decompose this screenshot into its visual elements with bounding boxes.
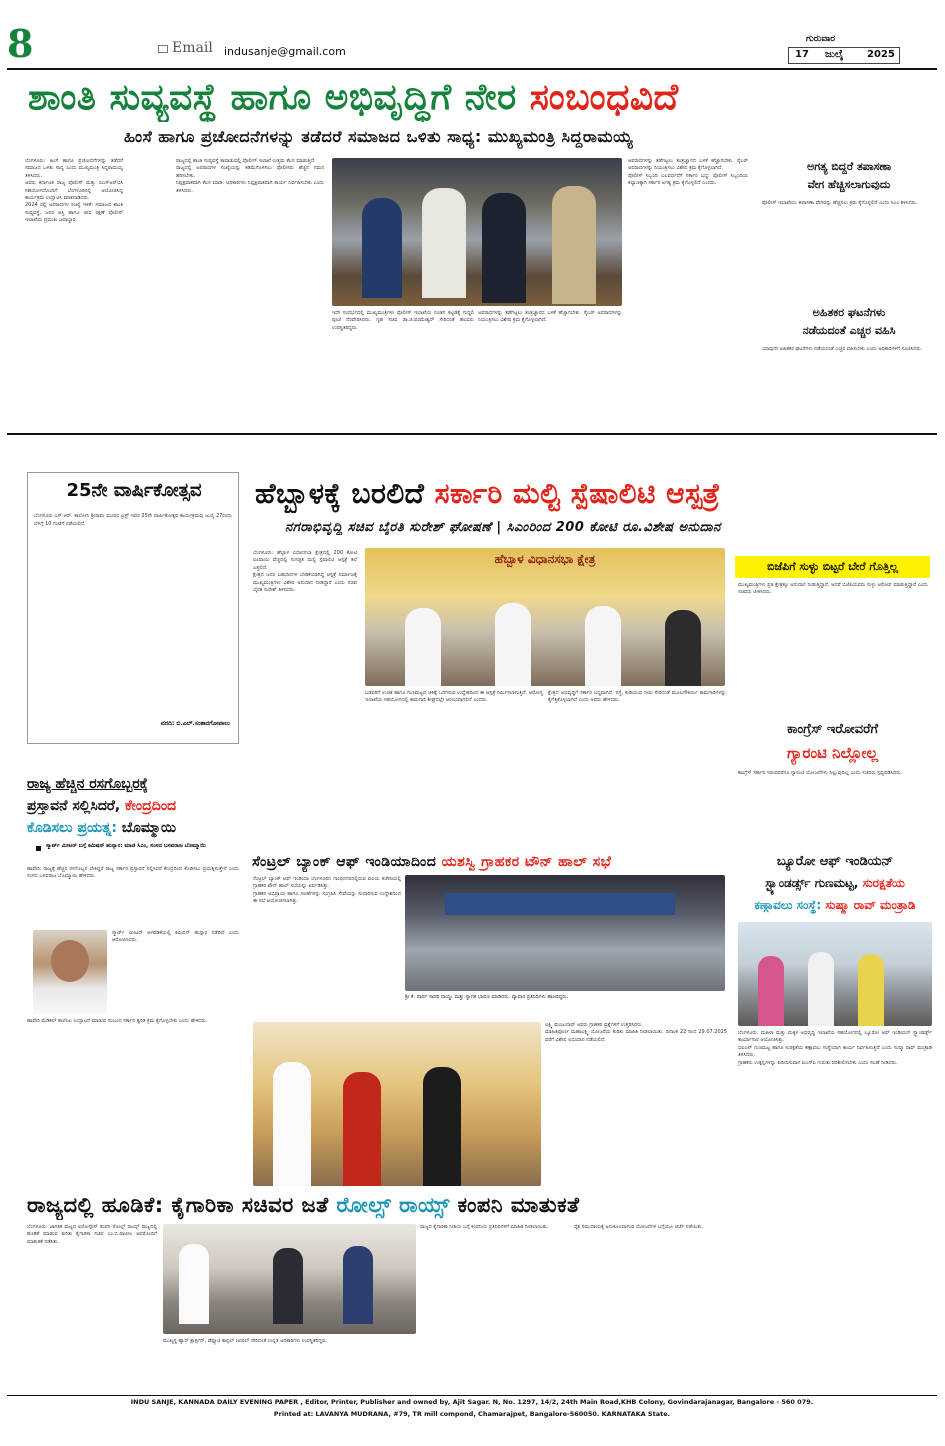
bis-photo-person	[858, 954, 884, 1026]
page-number: 8	[7, 21, 34, 66]
cbi-photo-person	[273, 1062, 311, 1186]
cbi-paragraph: ಮಾಹಿತಿಪೂರ್ಣ ಮಹಾಲಕ್ಷ್ಮಿ ಯೋಜನೆಯ ಕುರಿತು ಮಾಹಿತಿ ನೀಡಲಾಯಿತು. ದಿನಾಂಕ 22 ರಿಂದ 29.07.2025 ವರೆಗೆ ವಿಶೇಷ ಅಭಿಯಾನ ನಡೆಯಲಿದೆ.	[545, 1029, 727, 1043]
rolls-headline-black-2: ಕಂಪನಿ ಮಾತುಕತೆ	[457, 1193, 580, 1217]
anniversary-reporter: ವರದಿ: ಬಿ.ಎಲ್.ಸಂತಾನಗೋಪಾಲು	[161, 720, 230, 727]
lead-headline-green: ಶಾಂತಿ ಸುವ್ಯವಸ್ಥೆ ಹಾಗೂ ಅಭಿವೃದ್ಧಿಗೆ ನೇರ	[28, 77, 530, 118]
hospital-paragraph: ಬೆಂಗಳೂರು: ಹೆಬ್ಬಾಳ ವಿಧಾನಸಭಾ ಕ್ಷೇತ್ರದಲ್ಲಿ 200 ಕೋಟಿ ರೂಪಾಯಿ ವೆಚ್ಚದಲ್ಲಿ ಸುಸಜ್ಜಿತ ಮಲ್ಟಿ ಸ್ಪೆಷಾಲಿಟಿ ಆಸ್ಪತ್ರೆ ತಲೆ ಎತ್ತಲಿದೆ.	[253, 550, 357, 571]
rolls-headline-black: ರಾಜ್ಯದಲ್ಲಿ ಹೂಡಿಕೆ: ಕೈಗಾರಿಕಾ ಸಚಿವರ ಜತೆ	[27, 1193, 337, 1217]
cbi-paragraph: ಲಕ್ಷ್ಮಿ ಮಂಜುನಾಥ್ ಅವರು ಗ್ರಾಹಕರ ಪ್ರಶ್ನೆಗಳಿಗೆ ಉತ್ತರಿಸಿದರು.	[545, 1022, 643, 1028]
date-month: ಜುಲೈ	[825, 49, 844, 60]
hospital-headline-red: ಸರ್ಕಾರಿ ಮಲ್ಟಿ ಸ್ಪೆಷಾಲಿಟಿ ಆಸ್ಪತ್ರೆ	[434, 477, 721, 510]
anniversary-body: ಬೆಂಗಳೂರು ಎಸ್.ಆರ್. ಕಾಲೋನಿ ಶ್ರೀರಾಮ ಮಂದಿರ ಟ್ರಸ್ಟ್ ಇವರ 25ನೇ ವಾರ್ಷಿಕೋತ್ಸವ ಕಾರ್ಯಕ್ರಮವು ಜುಲೈ 27ರಂದು ಬೆಳಗ್ಗೆ 10 ಗಂಟೆಗೆ ನಡೆಯಲಿದೆ.	[34, 513, 232, 527]
bommai-photo	[33, 930, 107, 1014]
lead-column-1	[25, 158, 123, 428]
hospital-column-3: ಕ್ಷೇತ್ರದ ಅಭಿವೃದ್ಧಿಗೆ ಸರ್ಕಾರ ಬದ್ಧವಾಗಿದೆ. ರಸ್ತೆ, ಕುಡಿಯುವ ನೀರು ಸೇರಿದಂತೆ ಮೂಲಸೌಕರ್ಯ ಕಾಮಗಾರಿಗಳನ್ನು ಕೈಗೆತ್ತಿಕೊಳ್ಳಲಾಗಿದೆ ಎಂದು ಅವರು ಹೇಳಿದರು.	[548, 690, 726, 704]
sidebar-title-4: ನಡೆಯದಂತೆ ಎಚ್ಚರ ವಹಿಸಿ	[802, 324, 896, 337]
footer-divider	[7, 1395, 937, 1396]
hospital-column-2: ಬಡವರಿಗೆ ಉಚಿತ ಹಾಗೂ ಗುಣಮಟ್ಟದ ಚಿಕಿತ್ಸೆ ಒದಗಿಸುವ ಉದ್ದೇಶದಿಂದ ಈ ಆಸ್ಪತ್ರೆ ನಿರ್ಮಿಸಲಾಗುತ್ತಿದೆ. ಆರೋಗ್ಯ ಇಲಾಖೆಯ ಸಹಯೋಗದಲ್ಲಿ ಕಾಮಗಾರಿ ಶೀಘ್ರದಲ್ಲೇ ಆರಂಭವಾಗಲಿದೆ ಎಂದರು.	[365, 690, 543, 704]
rolls-column-3: ರಾಜ್ಯದ ಕೈಗಾರಿಕಾ ನೀತಿಯ ಬಗ್ಗೆ ಕಂಪನಿಯ ಪ್ರತಿನಿಧಿಗಳಿಗೆ ಮಾಹಿತಿ ನೀಡಲಾಯಿತು.	[420, 1224, 549, 1230]
lead-column-3: ಅಪರಾಧಗಳನ್ನು ತಡೆಗಟ್ಟಲು ತಂತ್ರಜ್ಞಾನದ ಬಳಕೆ ಹೆಚ್ಚಾಗಬೇಕು. ಸೈಬರ್ ಅಪರಾಧಗಳನ್ನು ನಿಯಂತ್ರಿಸಲು ವಿಶೇಷ ಕ್ರಮ ಕೈಗೊಳ್ಳಲಾಗಿದೆ.	[478, 310, 622, 324]
bis-body	[738, 1030, 932, 1390]
cbi-column-3	[545, 1022, 727, 1186]
lead-paragraph: ನಿಷ್ಪಕ್ಷಪಾತವಾಗಿ ಕೆಲಸ ಮಾಡಿ: ಅಧಿಕಾರಿಗಳು ನಿಷ್ಪಕ್ಷಪಾತವಾಗಿ ಕಾರ್ಯ ನಿರ್ವಹಿಸಬೇಕು ಎಂದು ತಿಳಿಸಿದರು.	[176, 180, 324, 194]
rolls-headline-teal: ರೋಲ್ಸ್ ರಾಯ್ಸ್	[336, 1193, 458, 1217]
lead-photo-person	[482, 193, 526, 303]
bjp-title: ಬಿಜೆಪಿಗೆ ಸುಳ್ಳು ಬಿಟ್ಟರೆ ಬೇರೆ ಗೊತ್ತಿಲ್ಲ	[735, 556, 930, 578]
lead-headline	[28, 74, 918, 122]
fertilizer-title-1: ರಾಜ್ಯ ಹೆಚ್ಚಿನ ರಸಗೊಬ್ಬರಕ್ಕೆ	[27, 776, 148, 792]
guarantee-body: ಕಾಂಗ್ರೆಸ್ ಸರ್ಕಾರ ಇರುವವರೆಗೂ ಗ್ಯಾರಂಟಿ ಯೋಜನೆಗಳು ನಿಲ್ಲುವುದಿಲ್ಲ ಎಂದು ಸಚಿವರು ಸ್ಪಷ್ಟಪಡಿಸಿದರು.	[738, 770, 903, 776]
email-icon	[158, 45, 168, 53]
bis-photo	[738, 922, 932, 1026]
hospital-photo-person	[585, 606, 621, 686]
fertilizer-title-2-red: ಕೇಂದ್ರದಿಂದ	[125, 798, 177, 814]
bis-title-2	[735, 876, 935, 891]
footer-line-1: INDU SANJE, KANNADA DAILY EVENING PAPER , Editor, Printer, Publisher and owned by, Ajit Sagar. N, No. 1297, 14/2, 24th Main Road,KHB Colony, Govindarajanagar, Bangalore - 560 079.	[130, 1398, 814, 1406]
rolls-photo-person	[179, 1244, 209, 1324]
hospital-headline	[255, 475, 925, 513]
fertilizer-title-3-black: ಬೊಮ್ಮಾಯಿ	[121, 820, 177, 836]
bis-title-3	[735, 898, 935, 913]
cbi-headline-black: ಸೆಂಟ್ರಲ್ ಬ್ಯಾಂಕ್ ಆಫ್ ಇಂಡಿಯಾದಿಂದ	[252, 854, 442, 870]
fertilizer-body-3: ಹಾವೇರಿ ಮೆಡಿಕಲ್ ಕಾಲೇಜು ಉದ್ಘಾಟನೆ ಮಾಡುವ ಸಂಬಂಧ ಸರ್ಕಾರ ತ್ವರಿತ ಕ್ರಮ ಕೈಗೊಳ್ಳಬೇಕು ಎಂದು ಹೇಳಿದರು.	[27, 1018, 208, 1024]
guarantee-title-1: ಕಾಂಗ್ರೆಸ್ ಇರೋವರೆಗೆ	[786, 722, 879, 737]
sidebar-body-2: ಯಾವುದೇ ಅಹಿತಕರ ಘಟನೆಗಳು ನಡೆಯದಂತೆ ಎಚ್ಚರ ವಹಿಸಬೇಕು ಎಂದು ಅಧಿಕಾರಿಗಳಿಗೆ ಸೂಚಿಸಿದರು.	[762, 346, 923, 352]
lead-paragraph: ಬೆಂಗಳೂರು: ಹಿಂಸೆ ಹಾಗೂ ಪ್ರಚೋದನೆಗಳನ್ನು ತಡೆದರೆ ಸಮಾಜದ ಒಳಿತು ಸಾಧ್ಯ ಎಂದು ಮುಖ್ಯಮಂತ್ರಿ ಸಿದ್ದರಾಮಯ್ಯ ತಿಳಿಸಿದರು.	[25, 158, 123, 179]
lead-paragraph: ರಾಜ್ಯದಲ್ಲಿ ಶಾಂತಿ ಸುವ್ಯವಸ್ಥೆ ಕಾಪಾಡುವಲ್ಲಿ ಪೊಲೀಸ್ ಇಲಾಖೆ ಉತ್ತಮ ಕೆಲಸ ಮಾಡುತ್ತಿದೆ.	[176, 158, 316, 164]
rolls-photo-caption: ಮುಖ್ಯಸ್ಥ ಹ್ಯಾರ್ ಕ್ಲಾರ್ಕ್ಸನ್, ಡೆಪ್ಯೂಟಿ ಕಾನ್ಸಲ್ ಜನರಲ್ ಸೇರಿದಂತೆ ಉನ್ನತ ಅಧಿಕಾರಿಗಳು ಉಪಸ್ಥಿತರಿದ್ದರು.	[163, 1338, 328, 1344]
sidebar-title-2: ವೇಗ ಹೆಚ್ಚಿಸಲಾಗುವುದು	[807, 178, 891, 191]
date-year: 2025	[867, 49, 895, 60]
lead-headline-red: ಸಂಬಂಧವಿದೆ	[529, 77, 679, 118]
sidebar-title-1: ಅಗತ್ಯ ಬಿದ್ದರೆ ತಪಾಸಣಾ	[806, 160, 892, 173]
cbi-paragraph: ಗ್ರಾಹಕರ ಅಭಿಪ್ರಾಯ ಹಾಗೂ ಸಲಹೆಗಳನ್ನು ಸಂಗ್ರಹಿಸಿ ಸೇವೆಯನ್ನು ಸುಧಾರಿಸುವ ಉದ್ದೇಶದಿಂದ ಈ ಸಭೆ ಆಯೋಜಿಸಲಾಗಿತ್ತು.	[253, 890, 401, 905]
bommai-face	[51, 940, 89, 982]
cbi-photo-person	[343, 1072, 381, 1186]
fertilizer-title-3-teal: ಕೊಡಿಸಲು ಪ್ರಯತ್ನ:	[27, 820, 122, 836]
bis-photo-person	[758, 956, 784, 1026]
lead-paragraph: 2024 ರಲ್ಲಿ ಅಪರಾಧಗಳ ಸಂಖ್ಯೆ ಇಳಿಕೆ: ಸಮಾಜದ ಶಾಂತಿ ಸುವ್ಯವಸ್ಥೆ, ಜನರ ಆಸ್ತಿ ಹಾಗೂ ಜೀವ ರಕ್ಷಣೆ ಪೊಲೀಸ್ ಇಲಾಖೆಯ ಪ್ರಮುಖ ಜವಾಬ್ದಾರಿ.	[25, 202, 123, 224]
lead-column-4	[628, 158, 748, 428]
cbi-photo-1	[405, 875, 725, 991]
cbi-headline	[252, 852, 732, 872]
lead-paragraph: ಪೊಲೀಸ್ ಸಿಬ್ಬಂದಿ ಬಲವರ್ಧನೆಗೆ ಸರ್ಕಾರ ಬದ್ಧ: ಪೊಲೀಸ್ ಸಿಬ್ಬಂದಿಯ ಕಲ್ಯಾಣಕ್ಕಾಗಿ ಸರ್ಕಾರ ಅಗತ್ಯ ಕ್ರಮ ಕೈಗೊಳ್ಳಲಿದೆ ಎಂದರು.	[628, 172, 748, 187]
hospital-banner: ಹೆಬ್ಬಾಳ ವಿಧಾನಸಭಾ ಕ್ಷೇತ್ರ	[494, 552, 596, 566]
bis-title-2-black: ಸ್ಟ್ಯಾಂಡರ್ಡ್ಸ್ ಗುಣಮಟ್ಟ,	[765, 876, 863, 890]
sidebar-body-1: ಪೊಲೀಸ್ ಇಲಾಖೆಯು ತಪಾಸಣಾ ವೇಗವನ್ನು ಹೆಚ್ಚಿಸಲು ಕ್ರಮ ಕೈಗೊಳ್ಳಲಿದೆ ಎಂದು ಸಿಎಂ ತಿಳಿಸಿದರು.	[762, 200, 918, 206]
bis-photo-person	[808, 952, 834, 1026]
bis-title-2-red: ಸುರಕ್ಷತೆಯ	[862, 876, 905, 890]
hospital-headline-black: ಹೆಬ್ಬಾಳಕ್ಕೆ ಬರಲಿದೆ	[255, 477, 435, 510]
hospital-photo-person	[495, 603, 531, 686]
bis-paragraph: ಗ್ರಾಹಕರು ಉತ್ಪನ್ನಗಳನ್ನು ಖರೀದಿಸುವಾಗ ಐಎಸ್‌ಐ ಗುರುತು ಪರಿಶೀಲಿಸಬೇಕು ಎಂದು ಸಲಹೆ ನೀಡಿದರು.	[738, 1059, 898, 1066]
anniversary-title: 25ನೇ ವಾರ್ಷಿಕೋತ್ಸವ	[66, 480, 202, 501]
bis-title-3-red: ಸುಷ್ಮಾ ರಾವ್ ಮಂತ್ರಾಡಿ	[825, 898, 916, 912]
lead-photo-caption: ಇದೇ ಸಂದರ್ಭದಲ್ಲಿ ಮುಖ್ಯಮಂತ್ರಿಗಳು ಪೊಲೀಸ್ ಇಲಾಖೆಯ ನೂತನ ಕಟ್ಟಡಕ್ಕೆ ಗುದ್ದಲಿ ಪೂಜೆ ನೆರವೇರಿಸಿದರು. ಗೃಹ ಸಚಿವ ಡಾ.ಜಿ.ಪರಮೇಶ್ವರ್ ಸೇರಿದಂತೆ ಹಲವರು ಉಪಸ್ಥಿತರಿದ್ದರು.	[332, 310, 474, 331]
rolls-photo	[163, 1224, 416, 1334]
bjp-body: ಮುಖ್ಯಮಂತ್ರಿಗಳು ಪ್ರತಿ ಕ್ಷೇತ್ರಕ್ಕೂ ಅನುದಾನ ನೀಡುತ್ತಿದ್ದಾರೆ. ಆದರೆ ಬಿಜೆಪಿಯವರು ಸುಳ್ಳು ಆರೋಪ ಮಾಡುತ್ತಿದ್ದಾರೆ ಎಂದು ಸಚಿವರು ಟೀಕಿಸಿದರು.	[738, 582, 928, 596]
bis-title-3-teal: ಕಣ್ಗಾವಲು ಸಂಸ್ಥೆ:	[754, 898, 826, 912]
bis-paragraph: ಬೆಂಗಳೂರು: ಮಹಿಳಾ ಮತ್ತು ಮಕ್ಕಳ ಅಭಿವೃದ್ಧಿ ಇಲಾಖೆಯ ಸಹಯೋಗದಲ್ಲಿ ಬ್ಯೂರೋ ಆಫ್ ಇಂಡಿಯನ್ ಸ್ಟ್ಯಾಂಡರ್ಡ್ಸ್ ಕಾರ್ಯಾಗಾರ ಆಯೋಜಿಸಿತ್ತು.	[738, 1030, 932, 1044]
fertilizer-bullet-icon	[36, 846, 41, 851]
fertilizer-title-2-black: ಪ್ರಸ್ತಾವನೆ ಸಲ್ಲಿಸಿದರೆ,	[27, 798, 126, 814]
cbi-photo-2	[253, 1022, 541, 1186]
rolls-photo-person	[273, 1248, 303, 1324]
email-address[interactable]: indusanje@gmail.com	[224, 45, 346, 58]
date-day: 17	[795, 49, 809, 60]
rolls-column-1: ಬೆಂಗಳೂರು: ಜಾಗತಿಕ ಮಟ್ಟದ ಏರೋಸ್ಪೇಸ್ ಕಂಪನಿ ರೋಲ್ಸ್ ರಾಯ್ಸ್ ರಾಜ್ಯದಲ್ಲಿ ಹೂಡಿಕೆ ಮಾಡುವ ಕುರಿತು ಕೈಗಾರಿಕಾ ಸಚಿವ ಎಂ.ಬಿ.ಪಾಟೀಲ ಅವರೊಂದಿಗೆ ಮಾತುಕತೆ ನಡೆಸಿತು.	[27, 1224, 157, 1245]
hospital-photo	[365, 548, 725, 686]
lead-paragraph: ರಾಜ್ಯದಲ್ಲಿ ಅಪರಾಧಗಳ ಸಂಖ್ಯೆಯನ್ನು ಕಡಿಮೆಗೊಳಿಸಲು ಪೊಲೀಸರು ಹೆಚ್ಚಿನ ಗಮನ ಹರಿಸಬೇಕು.	[176, 165, 324, 179]
cbi-paragraph: ಸೆಂಟ್ರಲ್ ಬ್ಯಾಂಕ್ ಆಫ್ ಇಂಡಿಯಾ ಬೆಂಗಳೂರಿನ ಗಾಂಧಿನಗರದಲ್ಲಿರುವ ವಲಯ ಕಚೇರಿಯಲ್ಲಿ ಗ್ರಾಹಕರ ಟೌನ್ ಹಾಲ್ ಸಭೆಯನ್ನು ಏರ್ಪಡಿಸಿತ್ತು.	[253, 876, 401, 890]
lead-column-2	[176, 158, 324, 428]
masthead-divider	[7, 68, 937, 70]
rolls-column-4: ರೈತ ಸಮುದಾಯಕ್ಕೆ ಅನುಕೂಲವಾಗುವ ಯೋಜನೆಗಳ ಬಗ್ಗೆಯೂ ಚರ್ಚೆ ನಡೆಯಿತು.	[574, 1224, 704, 1230]
date-box	[788, 47, 900, 64]
lead-photo-person	[362, 198, 402, 298]
lead-paragraph: ಅವರು ಕರ್ನಾಟಕ ರಾಜ್ಯ ಪೊಲೀಸ್ ಮತ್ತು ಬಿಎಸ್‌ಆರ್‌ಬಿಸಿ ಸಹಯೋಗದೊಂದಿಗೆ ಬೆಂಗಳೂರಿನಲ್ಲಿ ಆಯೋಜಿಸಿದ್ದ ಕಾರ್ಯಕ್ರಮ ಉದ್ಘಾಟಿಸಿ ಮಾತನಾಡಿದರು.	[25, 180, 123, 202]
rolls-photo-person	[343, 1246, 373, 1324]
hospital-subheadline: ನಗರಾಭಿವೃದ್ಧಿ ಸಚಿವ ಬೈರತಿ ಸುರೇಶ್ ಘೋಷಣೆ | ಸಿಎಂರಿಂದ 200 ಕೋಟಿ ರೂ.ವಿಶೇಷ ಅನುದಾನ	[285, 520, 721, 535]
guarantee-title-2: ಗ್ಯಾರಂಟಿ ನಿಲ್ಲೋಲ್ಲ	[787, 744, 878, 762]
fertilizer-title-3	[27, 820, 247, 836]
cbi-photo-caption: ಶ್ರೀ ಕೆ. ಪಾರ್ಥ ಸಾರಥಿ ನಾಯ್ಡು ಮತ್ತು ಸ್ವಾಗತ ಭಾಷಣ ಮಾಡಿದರು. ವ್ಯಾಪಾರ ಪ್ರತಿನಿಧಿಗಳು ಹಾಜರಿದ್ದರು.	[405, 994, 569, 1000]
footer-line-2: Printed at: LAVANYA MUDRANA, #79, TR mill compond, Chamarajpet, Bangalore-560050. KARNATAKA State.	[273, 1410, 671, 1418]
email-label: Email	[172, 40, 213, 56]
hospital-photo-person	[665, 610, 701, 686]
hospital-paragraph: ಕ್ಷೇತ್ರದ ಜನರ ಬಹುದಿನಗಳ ಬೇಡಿಕೆಯಾಗಿದ್ದ ಆಸ್ಪತ್ರೆ ನಿರ್ಮಾಣಕ್ಕೆ ಮುಖ್ಯಮಂತ್ರಿಗಳು ವಿಶೇಷ ಅನುದಾನ ನೀಡಿದ್ದಾರೆ ಎಂದು ಸಚಿವ ಬೈರತಿ ಸುರೇಶ್ ತಿಳಿಸಿದರು.	[253, 572, 357, 594]
fertilizer-title-2	[27, 798, 247, 814]
rolls-headline	[27, 1190, 727, 1220]
day-label: ಗುರುವಾರ	[806, 34, 836, 44]
lead-photo-person	[422, 188, 466, 298]
fertilizer-bullet: ಸ್ಮಾರ್ಟ್ ಮೀಟರ್ ಬಗ್ಗೆ ಕಮಿಷನ್ ಹುನ್ನಾರ: ಮಾಜಿ ಸಿಎಂ, ಸಂಸದ ಬಸವರಾಜ ಬೊಮ್ಮಾಯಿ	[46, 843, 206, 849]
lead-subheadline: ಹಿಂಸೆ ಹಾಗೂ ಪ್ರಚೋದನೆಗಳನ್ನು ತಡೆದರೆ ಸಮಾಜದ ಒಳಿತು ಸಾಧ್ಯ: ಮುಖ್ಯಮಂತ್ರಿ ಸಿದ್ದರಾಮಯ್ಯ	[124, 127, 633, 146]
cbi-photo-person	[423, 1067, 461, 1186]
cbi-headline-red: ಯಶಸ್ವಿ ಗ್ರಾಹಕರ ಟೌನ್ ಹಾಲ್ ಸಭೆ	[441, 854, 612, 870]
cbi-column-1	[253, 876, 401, 1016]
bis-title-1: ಬ್ಯೂರೋ ಆಫ್ ಇಂಡಿಯನ್	[776, 854, 894, 869]
fertilizer-body-2: ಸ್ಮಾರ್ಟ್ ಮೀಟರ್ ಅಳವಡಿಕೆಯಲ್ಲಿ ಕಮಿಷನ್ ಹುನ್ನಾರ ನಡೆದಿದೆ ಎಂದು ಆರೋಪಿಸಿದರು.	[112, 930, 239, 944]
lead-photo	[332, 158, 622, 306]
lead-paragraph: ಅಪರಾಧಗಳನ್ನು ತಡೆಗಟ್ಟಲು ತಂತ್ರಜ್ಞಾನದ ಬಳಕೆ ಹೆಚ್ಚಾಗಬೇಕು. ಸೈಬರ್ ಅಪರಾಧಗಳನ್ನು ನಿಯಂತ್ರಿಸಲು ವಿಶೇಷ ಕ್ರಮ ಕೈಗೊಳ್ಳಲಾಗಿದೆ.	[628, 158, 748, 172]
sidebar-title-3: ಅಹಿತಕರ ಘಟನೆಗಳು	[812, 306, 886, 319]
hospital-column-1	[253, 550, 357, 820]
section-divider	[7, 433, 937, 435]
fertilizer-body-1: ಹಾವೇರಿ: ರಾಜ್ಯಕ್ಕೆ ಹೆಚ್ಚಿನ ರಸಗೊಬ್ಬರ ಬೇಕಿದ್ದರೆ ರಾಜ್ಯ ಸರ್ಕಾರ ಪ್ರಸ್ತಾವನೆ ಸಲ್ಲಿಸಿದರೆ ಕೇಂದ್ರದಿಂದ ಕೊಡಿಸಲು ಪ್ರಯತ್ನಿಸುತ್ತೇನೆ ಎಂದು ಸಂಸದ ಬಸವರಾಜ ಬೊಮ್ಮಾಯಿ ಹೇಳಿದರು.	[27, 866, 239, 880]
lead-photo-person	[552, 186, 596, 304]
hospital-photo-person	[405, 608, 441, 686]
cbi-photo-banner	[445, 893, 675, 915]
bis-paragraph: ಬಿಐಎಸ್ ಗುಣಮಟ್ಟ ಹಾಗೂ ಸುರಕ್ಷತೆಯ ಕಣ್ಗಾವಲು ಸಂಸ್ಥೆಯಾಗಿ ಕಾರ್ಯ ನಿರ್ವಹಿಸುತ್ತಿದೆ ಎಂದು ಸುಷ್ಮಾ ರಾವ್ ಮಂತ್ರಾಡಿ ತಿಳಿಸಿದರು.	[738, 1044, 932, 1059]
